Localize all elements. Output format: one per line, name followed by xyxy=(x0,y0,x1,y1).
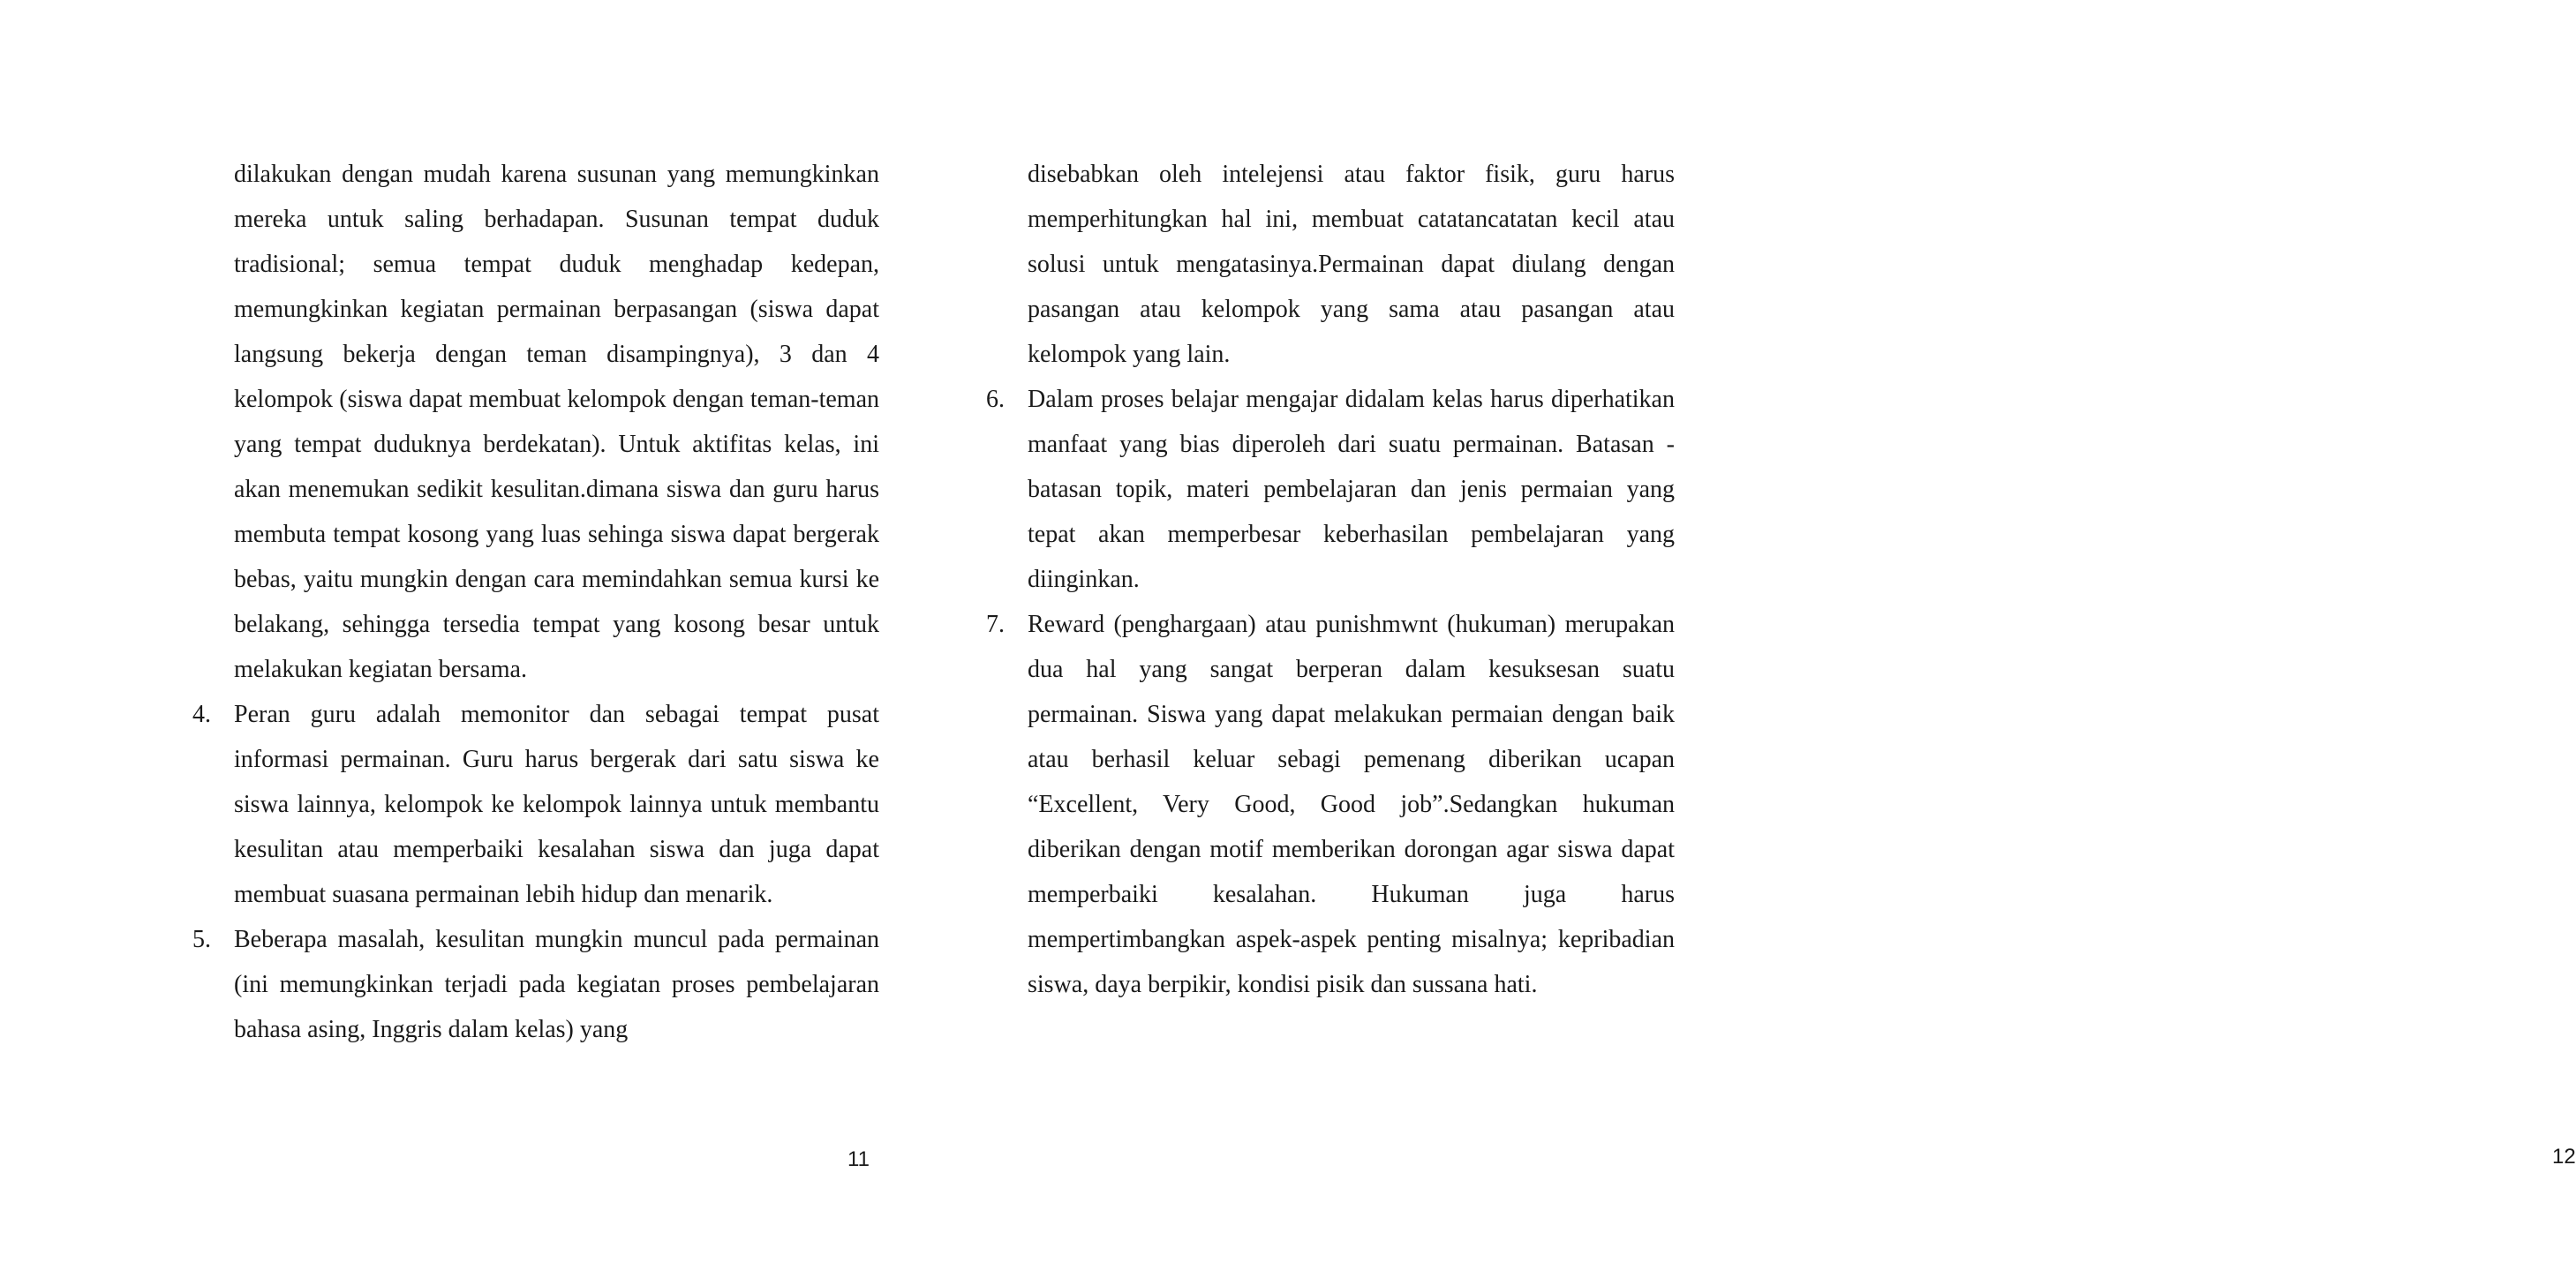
list-number: 4. xyxy=(192,701,211,728)
list-number: 6. xyxy=(986,386,1005,413)
numbered-list xyxy=(986,377,1675,1007)
list-item xyxy=(986,602,1675,1007)
list-item-text: Dalam proses belajar mengajar didalam kelas harus diperhatikan manfaat yang bias diperoleh dari suatu permainan. Batasan -batasan topik, materi pembelajaran dan jenis permaian yang tepat akan memperbesar keberhasilan pembelajaran yang diinginkan. xyxy=(1028,386,1675,593)
continuation-paragraph: disebabkan oleh intelejensi atau faktor fisik, guru harus memperhitungkan hal ini, membuat catatancatatan kecil atau solusi untuk mengatasinya.Permainan dapat diulang dengan pasangan atau kelompok yang sama atau pasangan atau kelompok yang lain. xyxy=(1028,161,1675,368)
page-number: 11 xyxy=(847,1147,870,1171)
list-item-text: Beberapa masalah, kesulitan mungkin muncul pada permainan (ini memungkinkan terjadi pada kegiatan proses pembelajaran bahasa asing, Inggris dalam kelas) yang xyxy=(234,926,879,1043)
page-number: 12 xyxy=(2552,1145,2576,1169)
list-item xyxy=(192,917,879,1052)
list-item xyxy=(192,692,879,917)
left-text-column xyxy=(192,152,879,1052)
left-page xyxy=(0,0,904,1278)
list-item-text: Reward (penghargaan) atau punishmwnt (hukuman) merupakan dua hal yang sangat berperan dalam kesuksesan suatu permainan. Siswa yang dapat melakukan permaian dengan baik atau berhasil keluar sebagi pemenang diberikan ucapan “Excellent, Very Good, Good job”.Sedangkan hukuman diberikan dengan motif memberikan dorongan agar siswa dapat memperbaiki kesalahan. Hukuman juga harus mempertimbangkan aspek-aspek penting misalnya; kepribadian siswa, daya berpikir, kondisi pisik dan sussana hati. xyxy=(1028,611,1675,998)
list-number: 7. xyxy=(986,611,1005,638)
list-item-text: Peran guru adalah memonitor dan sebagai tempat pusat informasi permainan. Guru harus bergerak dari satu siswa ke siswa lainnya, kelompok ke kelompok lainnya untuk membantu kesulitan atau memperbaiki kesalahan siswa dan juga dapat membuat suasana permainan lebih hidup dan menarik. xyxy=(234,701,879,908)
numbered-list xyxy=(192,692,879,1052)
continuation-paragraph: dilakukan dengan mudah karena susunan yang memungkinkan mereka untuk saling berhadapan. Susunan tempat duduk tradisional; semua tempat duduk menghadap kedepan, memungkinkan kegiatan permainan berpasangan (siswa dapat langsung bekerja dengan teman disampingnya), 3 dan 4 kelompok (siswa dapat membuat kelompok dengan teman-teman yang tempat duduknya berdekatan). Untuk aktifitas kelas, ini akan menemukan sedikit kesulitan.dimana siswa dan guru harus membuta tempat kosong yang luas sehinga siswa dapat bergerak bebas, yaitu mungkin dengan cara memindahkan semua kursi ke belakang, sehingga tersedia tempat yang kosong besar untuk melakukan kegiatan bersama. xyxy=(234,161,879,683)
list-number: 5. xyxy=(192,926,211,953)
list-item xyxy=(986,377,1675,602)
right-text-column xyxy=(986,152,1675,1007)
